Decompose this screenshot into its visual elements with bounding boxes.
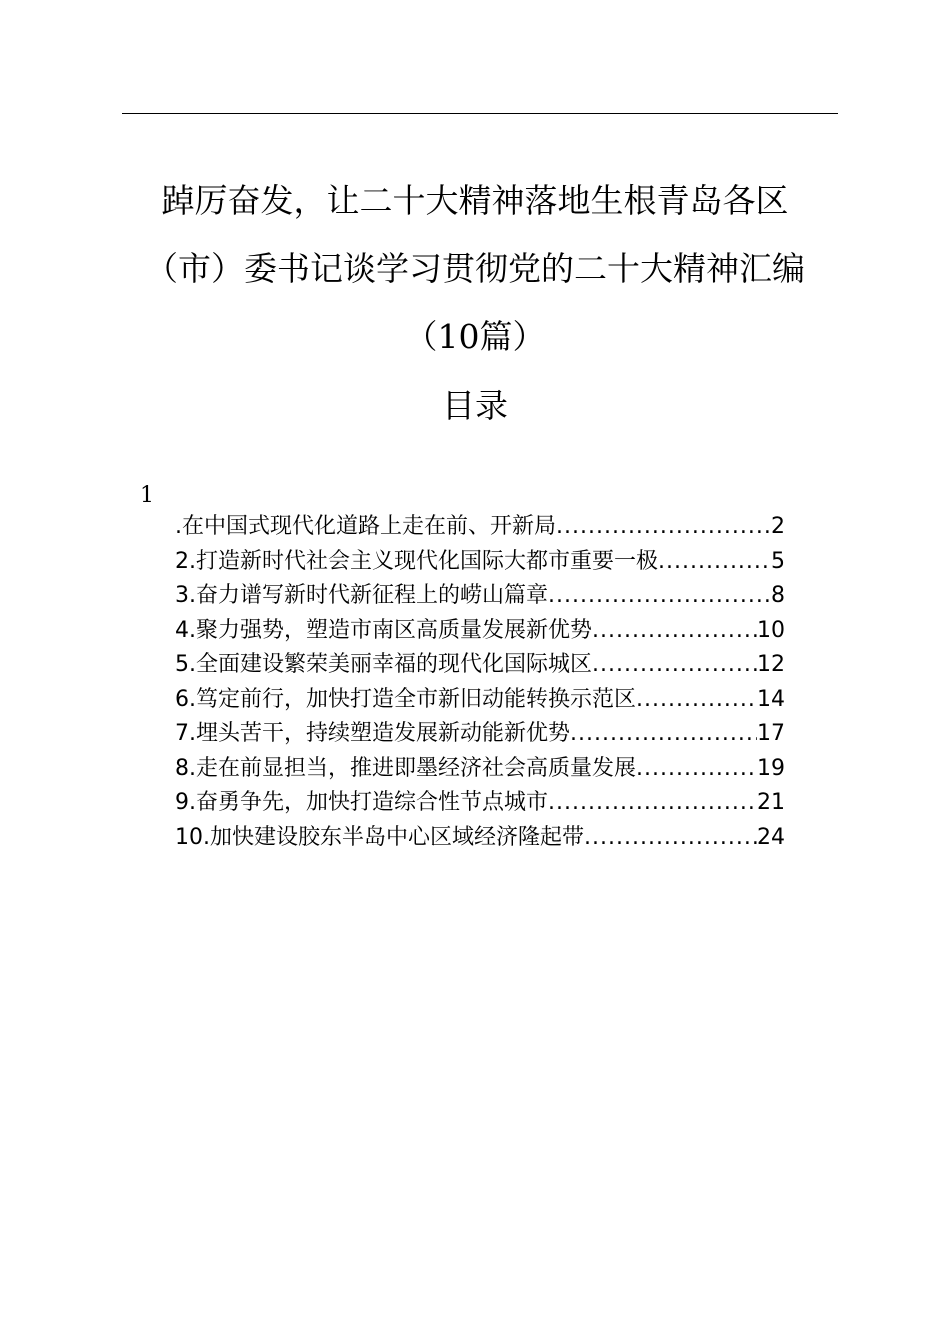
toc-entry-page: 21 [757,790,785,815]
toc-stray-number: 1 [140,483,154,508]
toc-entry-title: 6.笃定前行，加快打造全市新旧动能转换示范区 [175,686,636,712]
toc-entry-title: 5.全面建设繁荣美丽幸福的现代化国际城区 [175,652,592,677]
toc-entry-title: 3.奋力谱写新时代新征程上的崂山篇章 [175,583,548,608]
toc-entry-title: 9.奋勇争先，加快打造综合性节点城市 [175,790,548,815]
toc-entry-page: 14 [757,686,785,712]
toc-dot-leader [556,510,771,545]
toc-entry[interactable] [175,821,785,856]
toc-entry-title: 2.打造新时代社会主义现代化国际大都市重要一极 [175,548,658,574]
toc-entry-page: 17 [757,721,785,746]
toc-dot-leader [636,752,757,787]
document-title-line-1: 踔厉奋发，让二十大精神落地生根青岛各区 [161,181,789,220]
toc-dot-leader [548,579,771,614]
toc-entry-title: 10.加快建设胶东半岛中心区域经济隆起带 [175,824,584,850]
toc-entry-title: .在中国式现代化道路上走在前、开新局 [175,514,556,539]
table-of-contents [175,510,785,855]
toc-entry[interactable] [175,579,785,614]
toc-entry-page: 10 [757,617,785,643]
document-title-line-3: （10篇） [404,317,546,356]
toc-entry[interactable] [175,510,785,545]
toc-entry[interactable] [175,786,785,821]
toc-dot-leader [658,545,771,580]
toc-entry-page: 5 [771,548,785,574]
toc-entry[interactable] [175,545,785,580]
header-rule [122,113,838,114]
toc-dot-leader [548,786,757,821]
toc-entry-page: 8 [771,583,785,608]
toc-entry-title: 7.埋头苦干，持续塑造发展新动能新优势 [175,721,570,746]
toc-entry-page: 2 [771,514,785,539]
toc-entry[interactable] [175,683,785,718]
toc-entry[interactable] [175,717,785,752]
toc-dot-leader [636,683,757,718]
toc-entry-title: 8.走在前显担当，推进即墨经济社会高质量发展 [175,755,636,781]
toc-dot-leader [592,614,757,649]
toc-dot-leader [592,648,757,683]
toc-entry-title: 4.聚力强势，塑造市南区高质量发展新优势 [175,617,592,643]
toc-entry-page: 19 [757,755,785,781]
toc-dot-leader [570,717,757,752]
toc-entry[interactable] [175,614,785,649]
toc-dot-leader [584,821,757,856]
toc-entry[interactable] [175,648,785,683]
toc-entry-page: 12 [757,652,785,677]
document-title-line-2: （市）委书记谈学习贯彻党的二十大精神汇编 [145,249,805,288]
toc-heading: 目录 [442,386,508,425]
toc-entry[interactable] [175,752,785,787]
toc-entry-page: 24 [757,824,785,850]
